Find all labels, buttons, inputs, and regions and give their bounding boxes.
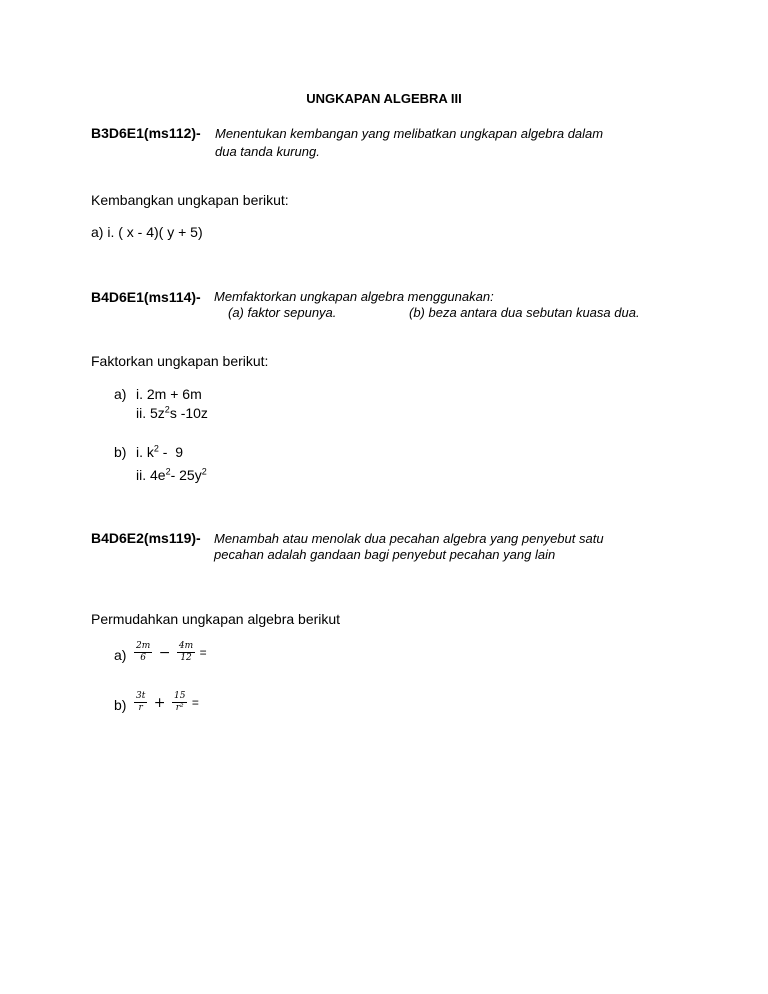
section-2-a-i: i. 2m + 6m	[136, 386, 202, 402]
section-1-item-a: a) i. ( x - 4)( y + 5)	[91, 224, 203, 240]
section-3-code: B4D6E2(ms119)-	[91, 530, 201, 546]
section-2-instruction: Faktorkan ungkapan berikut:	[91, 353, 269, 369]
section-3-a-expression: $\frac{2m}{6}$ − $\frac{4m}{12}$ =	[136, 641, 207, 663]
section-2-desc-line1: Memfaktorkan ungkapan algebra menggunakan:	[214, 289, 494, 304]
section-1-desc-line2: dua tanda kurung.	[215, 144, 320, 159]
section-3-instruction: Permudahkan ungkapan algebra berikut	[91, 611, 341, 627]
section-1-desc-line1: Menentukan kembangan yang melibatkan ungkapan algebra dalam	[215, 126, 604, 141]
section-2-code: B4D6E1(ms114)-	[91, 289, 201, 305]
section-3-desc-line2: pecahan adalah gandaan bagi penyebut pecahan yang lain	[214, 547, 556, 562]
section-1-code: B3D6E1(ms112)-	[91, 125, 201, 141]
section-2-option-a: (a) faktor sepunya.	[228, 305, 337, 320]
fraction: $\frac{15}{\text{r²}}$	[173, 691, 186, 713]
section-2-b-ii: ii. $4e^2-$ $25y^2$	[136, 466, 207, 483]
section-2-b-i: i. $k^2 - 9$	[136, 443, 184, 460]
section-3-b-expression: $\frac{3t}{r}$ + $\frac{15}{\text{r²}}$ =	[136, 691, 199, 713]
section-3-a-label: a)	[114, 647, 127, 663]
section-2-b-label: b)	[114, 444, 127, 460]
section-1-instruction: Kembangkan ungkapan berikut:	[91, 192, 289, 208]
page-title: UNGKAPAN ALGEBRA III	[306, 91, 462, 106]
section-3-b-label: b)	[114, 697, 127, 713]
section-2-option-b: (b) beza antara dua sebutan kuasa dua.	[409, 305, 640, 320]
section-2-a-ii: ii. $5z^2s$ -10z	[136, 404, 208, 421]
fraction: $\frac{2m}{6}$	[136, 641, 151, 663]
fraction: $\frac{4m}{12}$	[178, 641, 194, 663]
section-3-desc-line1: Menambah atau menolak dua pecahan algebra yang penyebut satu	[214, 531, 604, 546]
fraction: $\frac{3t}{r}$	[136, 691, 146, 713]
section-2-a-label: a)	[114, 386, 127, 402]
